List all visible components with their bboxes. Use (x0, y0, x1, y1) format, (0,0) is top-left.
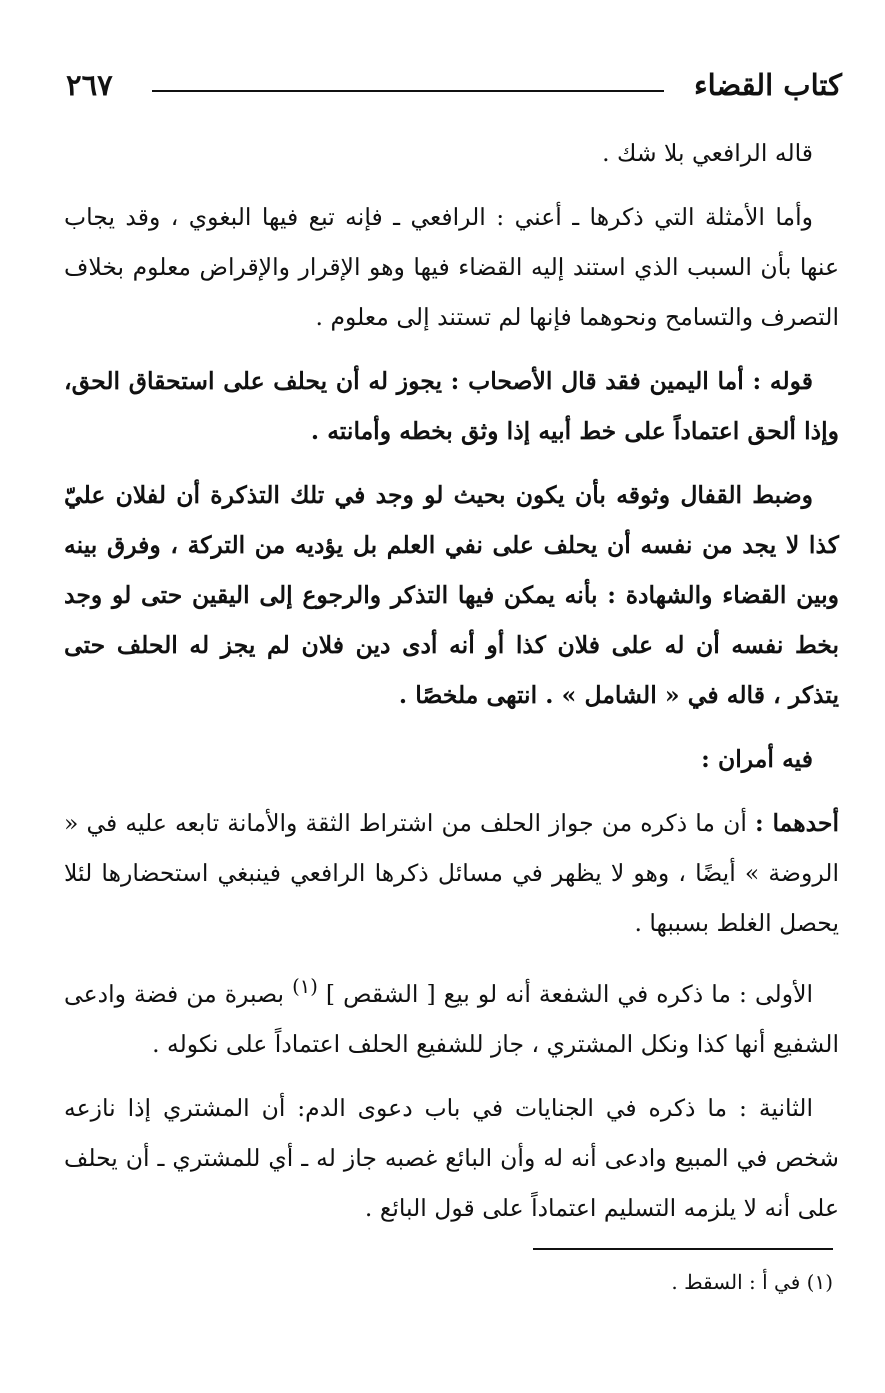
body-text (64, 128, 839, 1233)
paragraph-5-heading: فيه أمران : (701, 745, 813, 773)
paragraph-2: وأما الأمثلة التي ذكرها ـ أعني : الرافعي ـ فإنه تبع فيها البغوي ، وقد يجاب عنها بأن السبب الذي استند إليه القضاء فيها وهو الإقرار والإقراض معلوم بخلاف التصرف والتسامح ونحوهما فإنها لم تستند إلى معلوم . (64, 203, 839, 331)
paragraph-7-text-after: بصبرة من فضة وادعى الشفيع أنها كذا ونكل المشتري ، جاز للشفيع الحلف اعتماداً على نكوله . (64, 979, 839, 1058)
paragraph-6 (64, 798, 839, 948)
paragraph-6-lead: أحدهما : (754, 809, 839, 837)
paragraph-7 (64, 962, 839, 1069)
paragraph-6-text: أن ما ذكره من جواز الحلف من اشتراط الثقة والأمانة تابعه عليه في « الروضة » أيضًا ، وهو لا يظهر في مسائل ذكرها الرافعي فينبغي استحضارها لئلا يحصل الغلط بسببها . (64, 809, 839, 937)
paragraph-8: الثانية : ما ذكره في الجنايات في باب دعوى الدم: أن المشتري إذا نازعه شخص في المبيع وادعى أنه له وأن البائع غصبه جاز له ـ أي للمشتري ـ أن يحلف على أنه لا يلزمه التسليم اعتماداً على قول البائع . (64, 1093, 839, 1222)
footnote: (١) في أ : السقط . (671, 1270, 833, 1294)
paragraph-7-text-before: الأولى : ما ذكره في الشفعة أنه لو بيع [ الشقص ] (317, 979, 813, 1008)
page-number: ٢٦٧ (66, 68, 113, 102)
page-header (62, 66, 842, 116)
header-rule (152, 90, 664, 92)
footnote-rule (533, 1248, 833, 1250)
paragraph-1: قاله الرافعي بلا شك . (602, 139, 813, 167)
running-title: كتاب القضاء (694, 68, 842, 102)
footnote-reference[interactable]: (١) (292, 975, 318, 998)
paragraph-3-quote: قوله : أما اليمين فقد قال الأصحاب : يجوز له أن يحلف على استحقاق الحق، وإذا ألحق اعتماداً على خط أبيه إذا وثق بخطه وأمانته . (64, 367, 839, 445)
paragraph-4-quote: وضبط القفال وثوقه بأن يكون بحيث لو وجد في تلك التذكرة أن لفلان عليّ كذا لا يجد من نفسه أن يحلف على نفي العلم بل يؤديه من التركة ، وفرق بينه وبين القضاء والشهادة : بأنه يمكن فيها التذكر والرجوع إلى اليقين حتى لو وجد بخط نفسه أن له على فلان كذا أو أنه أدى دين فلان لم يجز له الحلف حتى يتذكر ، قاله في « الشامل » . انتهى ملخصًا . (64, 481, 839, 709)
